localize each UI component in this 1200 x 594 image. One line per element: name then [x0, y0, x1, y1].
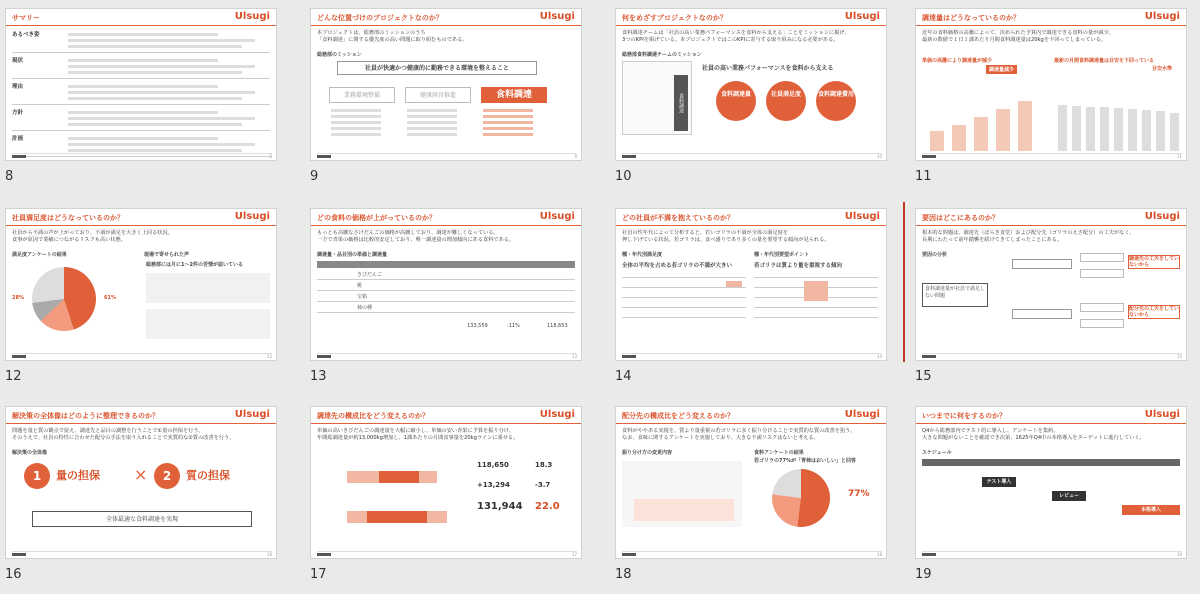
slide-number: 16: [5, 567, 22, 582]
table-row: [317, 290, 575, 291]
slide-content: [12, 251, 272, 351]
slide-cell[interactable]: [910, 398, 1186, 594]
section-label: 種・年代別満足度: [622, 252, 663, 258]
slide-cell[interactable]: [910, 200, 1186, 396]
slide-title: どんな位置づけのプロジェクトなのか？: [317, 14, 443, 22]
brand-logo: Ulsugi: [844, 211, 880, 222]
cause-node: [1012, 309, 1072, 319]
slide-lead-text: 社員の性年代によって分析すると、若いゴリラの不満が全体の満足度を: [622, 230, 789, 236]
slide-title: どの社員が不満を抱えているのか？: [622, 214, 734, 222]
bar: [1114, 108, 1123, 151]
kpi-circle: 食料調達費用: [816, 81, 856, 121]
figure-value: 131,944: [477, 501, 523, 512]
bar: [1058, 105, 1067, 151]
footer-mark: [12, 553, 26, 556]
schedule-step: レビュー: [1052, 491, 1086, 501]
slide-header: [916, 209, 1186, 226]
slide-content: [622, 251, 882, 351]
slide-footer: [317, 551, 577, 555]
dissatisfied-pct: 61%: [104, 295, 116, 301]
slide-thumbnail[interactable]: [915, 8, 1187, 161]
slide-header: [916, 9, 1186, 26]
target-tag: 目安水準: [1152, 66, 1173, 72]
bar: [1018, 101, 1032, 151]
slide-thumbnail[interactable]: [615, 8, 887, 161]
slide-lead-text: 本プロジェクトは、総務部のミッションのうち: [317, 30, 426, 36]
slide-cell[interactable]: [305, 0, 581, 196]
slide-content: [317, 251, 577, 351]
page-number: 16: [266, 552, 272, 557]
quote-box: [146, 273, 270, 303]
root-tag: 調達先の工夫をしていないから: [1129, 256, 1180, 268]
decline-tag: 調達量減少: [986, 65, 1017, 74]
page-number: 13: [571, 354, 577, 359]
slide-number: 17: [310, 567, 327, 582]
slide-number: 9: [310, 169, 319, 184]
root-tag: 配分先の工夫をしていないから: [1129, 306, 1180, 318]
slide-title: 社員満足度はどうなっているのか？: [12, 214, 124, 222]
root-cause: 食料調達量が社員で満足しない問題: [922, 283, 988, 307]
page-number: 12: [266, 354, 272, 359]
section-label: 調達量・品目別の単価と調達量: [317, 252, 388, 258]
table-row: [317, 312, 575, 313]
mission-detail: [331, 121, 381, 124]
slide-header: [616, 9, 886, 26]
summary-heading: 計画: [12, 136, 24, 142]
slide-footer: [922, 153, 1182, 157]
mission-detail: [407, 127, 457, 130]
slide-header: [311, 209, 581, 226]
page-number: 18: [876, 552, 882, 557]
table-row-label: 宝箱: [357, 294, 368, 300]
figure-value: +13,294: [477, 481, 510, 489]
brand-logo: Ulsugi: [539, 211, 575, 222]
slide-footer: [622, 551, 882, 555]
slide-body: [12, 428, 270, 442]
slide-number: 14: [615, 369, 632, 384]
mission-detail: [407, 115, 457, 118]
summary-heading: あるべき姿: [12, 32, 40, 38]
slide-header: [916, 407, 1186, 424]
brand-logo: Ulsugi: [1144, 211, 1180, 222]
footer-mark: [622, 155, 636, 158]
timeline-header: [922, 459, 1180, 466]
mission-detail: [331, 133, 381, 136]
table-row: [622, 297, 746, 298]
slide-content: [317, 51, 577, 151]
slide-number: 15: [915, 369, 932, 384]
figure-value: 118,650: [477, 461, 509, 469]
slide-lead-text: なお、食味に関するアンケートを実施しており、大きな不満リスクはないと考える。: [622, 435, 819, 441]
slide-body: [922, 230, 1180, 244]
slide-footer: [12, 551, 272, 555]
slide-thumbnail[interactable]: [5, 406, 277, 559]
section-label: 種・年代別要望ポイント: [754, 252, 810, 258]
bar: [1128, 109, 1137, 151]
cause-leaf: [1080, 269, 1124, 278]
slide-cell[interactable]: [0, 398, 276, 594]
table-row-label: 桃: [357, 283, 363, 289]
mission-box: 業務環境整備: [329, 87, 395, 103]
footer-mark: [622, 553, 636, 556]
cause-node: [1012, 259, 1072, 269]
table-row-label: 柿の種: [357, 305, 373, 311]
slide-thumbnail[interactable]: [5, 208, 277, 361]
slide-lead-text: 年間総調達量が約13,000kg増加し、1課あたりの月間食事量を20kgラインに乗せる。: [317, 435, 519, 441]
footer-mark: [12, 355, 26, 358]
highlight-cell: [726, 281, 742, 287]
slide-lead-text: 食事が原因で業績につながるリスクも高い状態。: [12, 237, 126, 243]
slide-footer: [622, 153, 882, 157]
footer-mark: [317, 355, 331, 358]
footer-mark: [317, 553, 331, 556]
slide-body: [922, 428, 1180, 442]
slide-title: 調達量はどうなっているのか？: [922, 14, 1020, 22]
section-label: 現場で寄せられた声: [144, 252, 190, 258]
mission-banner: 社員が快適かつ健康的に勤務できる環境を整えること: [337, 61, 537, 75]
page-number: 9: [574, 154, 577, 159]
section-label: スケジュール: [922, 450, 952, 456]
slide-title: いつまでに何をするのか？: [922, 412, 1006, 420]
slide-lead-text: 近年の食料価格の高騰によって、決められた予算内で調達できる食料の量が減少。: [922, 30, 1114, 36]
slide-lead-text: 社員から不満の声が上がっており、不満が満足を大きく上回る状況。: [12, 230, 173, 236]
bar: [1086, 107, 1095, 151]
slide-title: 何をめざすプロジェクトなのか？: [622, 14, 727, 22]
footer-mark: [12, 155, 26, 158]
pillar-number: 2: [154, 463, 180, 489]
stacked-bar: [367, 511, 427, 523]
slide-lead-text: 押し下げている状況。若ゴリラは、食べ盛りであり多くの量を要望する傾向が見られる。: [622, 237, 830, 243]
slide-header: [311, 407, 581, 424]
satisfaction-pie: [32, 267, 96, 331]
page-number: 15: [1176, 354, 1182, 359]
pillar-cross: ×: [134, 465, 148, 484]
slide-lead-text: 単価の高いきびだんごの調達量を大幅に縮小し、単価の安い青果に予算を振り分け。: [317, 428, 514, 434]
slide-cell[interactable]: [610, 0, 886, 196]
table-row: [317, 279, 575, 280]
slide-number: 13: [310, 369, 327, 384]
slide-content: [622, 51, 882, 151]
slide-lead-text: 長期にわたって前年踏襲を続けてきてしまったことにある。: [922, 237, 1063, 243]
table-row: [754, 277, 878, 278]
table-row: [754, 317, 878, 318]
figure-value: 22.0: [535, 501, 560, 512]
team-mission: 社員の高い業務パフォーマンスを食料から支える: [702, 65, 834, 72]
slide-title: サマリー: [12, 14, 40, 22]
table-total: 118,653: [547, 323, 568, 329]
table-row: [622, 287, 746, 288]
slide-cell[interactable]: [610, 398, 886, 594]
bar: [1156, 111, 1165, 151]
table-row-label: きびだんご: [357, 272, 383, 278]
mission-detail: [331, 109, 381, 112]
slide-number: 8: [5, 169, 14, 184]
slide-lead-text: 根本的な問題は、調達先（ばらき食堂）および配分先（ゴリラのえさ配分）の工夫がなく、: [922, 230, 1135, 236]
survey-result: 若ゴリラの77%が「青柿はおいしい」と回答: [754, 458, 856, 464]
summary-text: [68, 39, 255, 42]
slide-content: [12, 51, 272, 151]
slide-cell[interactable]: [0, 200, 276, 396]
bar: [930, 131, 944, 151]
slide-thumbnail[interactable]: [915, 406, 1187, 559]
slide-content: [622, 449, 882, 549]
mission-detail: [483, 109, 533, 112]
section-label: 解決策の全体像: [12, 450, 48, 456]
table-row: [622, 277, 746, 278]
slide-content: [922, 51, 1182, 151]
pillar-title: 量の担保: [56, 469, 100, 482]
table-row: [317, 301, 575, 302]
footer-mark: [622, 355, 636, 358]
table-total: 133,559: [467, 323, 488, 329]
brand-logo: Ulsugi: [844, 11, 880, 22]
quote-title: 総務部には月に1〜2件の苦情が届いている: [146, 262, 243, 268]
page-number: 8: [269, 154, 272, 159]
pillar-number: 1: [24, 463, 50, 489]
mission-detail: [483, 121, 533, 124]
kpi-circle: 食料調達量: [716, 81, 756, 121]
brand-logo: Ulsugi: [539, 11, 575, 22]
slide-header: [616, 209, 886, 226]
slide-body: [622, 428, 880, 442]
slide-body: [317, 428, 575, 442]
slide-lead-text: Q4から総務部内でテスト的に導入し、アンケートを集約。: [922, 428, 1059, 434]
summary-heading: 現状: [12, 58, 24, 64]
slide-thumbnail[interactable]: [615, 406, 887, 559]
table-row: [622, 317, 746, 318]
slide-lead-text: 3つのKPIを掲げている。本プロジェクトではこのKPIに寄与する取り組みになる必要がある。: [622, 37, 839, 43]
slide-cell[interactable]: [610, 200, 886, 396]
slide-title: 配分先の構成比をどう変えるのか？: [622, 412, 734, 420]
section-label: 満足度アンケートの結果: [12, 252, 67, 258]
survey-pie: [772, 469, 830, 527]
cause-leaf: [1080, 303, 1124, 312]
slide-content: [922, 251, 1182, 351]
slide-cell[interactable]: [305, 200, 581, 396]
satisfied-pct: 28%: [12, 295, 24, 301]
slide-thumbnail[interactable]: [5, 8, 277, 161]
slide-cell[interactable]: [0, 0, 276, 196]
slide-body: [12, 230, 270, 244]
slide-content: [12, 449, 272, 549]
brand-logo: Ulsugi: [234, 11, 270, 22]
cause-leaf: [1080, 319, 1124, 328]
slide-header: [616, 407, 886, 424]
slide-content: [922, 449, 1182, 549]
mission-detail: [331, 127, 381, 130]
footer-mark: [922, 355, 936, 358]
bar: [1170, 113, 1179, 151]
insertion-marker: [903, 202, 905, 362]
slide-thumbnail[interactable]: [615, 208, 887, 361]
chart-caption: 単価の高騰により調達量が減少: [922, 58, 993, 64]
bar: [974, 117, 988, 151]
page-number: 14: [876, 354, 882, 359]
sub-heading: 全体の平均を占める若ゴリラの不満が大きい: [622, 263, 733, 269]
slide-header: [6, 209, 276, 226]
slide-footer: [317, 153, 577, 157]
slide-footer: [922, 353, 1182, 357]
mission-detail: [331, 115, 381, 118]
schedule-step: テスト導入: [982, 477, 1016, 487]
mission-detail: [483, 127, 533, 130]
slide-title: 調達先の構成比をどう変えるのか？: [317, 412, 429, 420]
slide-lead-text: 食料調達チームは「社員の高い業務パフォーマンスを食料から支える」ことをミッションに掲げ、: [622, 30, 850, 36]
table-row: [622, 307, 746, 308]
highlight-cell: [804, 281, 828, 301]
page-number: 10: [876, 154, 882, 159]
slide-header: [6, 407, 276, 424]
quote-box: [146, 309, 270, 339]
section-label: 総務部食料調達チームのミッション: [622, 52, 702, 58]
slide-footer: [317, 353, 577, 357]
summary-heading: 理由: [12, 84, 24, 90]
slide-lead-text: もっとも高騰なさけだんごの価格が高騰しており、調達が難しくなっている。: [317, 230, 499, 236]
slide-body: [317, 30, 575, 44]
slide-footer: [622, 353, 882, 357]
mission-detail: [483, 133, 533, 136]
slide-body: [922, 30, 1180, 44]
mission-detail: [407, 133, 457, 136]
section-label: 食料アンケートの結果: [754, 450, 804, 456]
slide-number: 19: [915, 567, 932, 582]
section-label: 要因の分析: [922, 252, 948, 258]
summary-text: [68, 45, 242, 48]
slide-thumbnail[interactable]: [310, 8, 582, 161]
figure-value: -3.7: [535, 481, 551, 489]
slide-number: 10: [615, 169, 632, 184]
slide-footer: [12, 153, 272, 157]
table-header: [317, 261, 575, 268]
slide-title: どの食料の価格が上がっているのか？: [317, 214, 436, 222]
slide-thumbnail[interactable]: [310, 208, 582, 361]
brand-logo: Ulsugi: [844, 409, 880, 420]
table-total: -11%: [507, 323, 520, 329]
pillar-title: 質の担保: [186, 469, 230, 482]
bar: [952, 125, 966, 151]
slide-number: 11: [915, 169, 932, 184]
slide-lead-text: 一方で青果の価格は比較的安定しており、唯一調達量の増加傾向にある食料である。: [317, 237, 515, 243]
mission-detail: [407, 121, 457, 124]
mission-box: 食料調達: [481, 87, 547, 103]
slide-lead-text: 大きな問題がないことを確認でき次第、1625年Q4中の本格導入をターゲットに進行していく。: [922, 435, 1145, 441]
slide-body: [317, 230, 575, 244]
brand-logo: Ulsugi: [539, 409, 575, 420]
result-box: 全体最適な食料調達を実現: [32, 511, 252, 527]
footer-mark: [922, 155, 936, 158]
slide-title: 解決策の全体像はどのように整理できるのか？: [12, 412, 159, 420]
slide-lead-text: 「食料調達」に関する優先度の高い問題に取り組むものである。: [317, 37, 468, 43]
figure-value: 18.3: [535, 461, 553, 469]
mission-detail: [483, 115, 533, 118]
section-label: 総務部のミッション: [317, 52, 362, 58]
slide-lead-text: そのうえで、社員の特性に合わせた配分の手法を取り入れることで実質的な②質の改善を行う。: [12, 435, 235, 441]
bar: [1142, 110, 1151, 151]
brand-logo: Ulsugi: [234, 211, 270, 222]
slide-lead-text: 最新の数値で１日１課あたり月間食料調達量は20kgを下回ってしまっている。: [922, 37, 1107, 43]
mission-box: 健康経営推進: [405, 87, 471, 103]
slide-header: [311, 9, 581, 26]
slide-body: [622, 30, 880, 44]
stacked-bar: [379, 471, 419, 483]
bar: [996, 109, 1010, 151]
kpi-circle: 社員満足度: [766, 81, 806, 121]
cause-leaf: [1080, 253, 1124, 262]
footer-mark: [922, 553, 936, 556]
slide-header: [6, 9, 276, 26]
slide-footer: [922, 551, 1182, 555]
page-number: 19: [1176, 552, 1182, 557]
summary-text: [68, 33, 218, 36]
bar: [1072, 106, 1081, 151]
slide-thumbnail[interactable]: [310, 406, 582, 559]
survey-pct: 77%: [848, 489, 870, 499]
new-distribution: [634, 499, 734, 521]
slide-thumbnail[interactable]: [915, 208, 1187, 361]
brand-logo: Ulsugi: [1144, 11, 1180, 22]
slide-cell[interactable]: [305, 398, 581, 594]
brand-logo: Ulsugi: [1144, 409, 1180, 420]
chart-caption: 最新の月間食料調達量は目安を下回っている: [1054, 58, 1155, 64]
slide-footer: [12, 353, 272, 357]
footer-mark: [317, 155, 331, 158]
slide-cell[interactable]: [910, 0, 1186, 196]
summary-heading: 方針: [12, 110, 24, 116]
page-number: 17: [571, 552, 577, 557]
page-number: 11: [1176, 154, 1182, 159]
slide-title: 要因はどこにあるのか？: [922, 214, 999, 222]
table-row: [754, 307, 878, 308]
slide-number: 12: [5, 369, 22, 384]
schedule-step: 本格導入: [1122, 505, 1180, 515]
slide-number: 18: [615, 567, 632, 582]
brand-logo: Ulsugi: [234, 409, 270, 420]
slide-content: [317, 449, 577, 549]
slide-body: [622, 230, 880, 244]
side-label: 食料調達: [674, 75, 688, 131]
sub-heading: 若ゴリラは質より量を重視する傾向: [754, 263, 843, 269]
slide-lead-text: 食料がややある実現を、質より量重視の若ゴリラに多く振り分けることで実質的な質の改善を狙う。: [622, 428, 856, 434]
mission-detail: [407, 109, 457, 112]
bar: [1100, 107, 1109, 151]
section-label: 振り分け方の変更内容: [622, 450, 673, 456]
slide-lead-text: 問題を量と質の観点で捉え、調達先と品目の調整を行うことで①量の担保を行う。: [12, 428, 204, 434]
